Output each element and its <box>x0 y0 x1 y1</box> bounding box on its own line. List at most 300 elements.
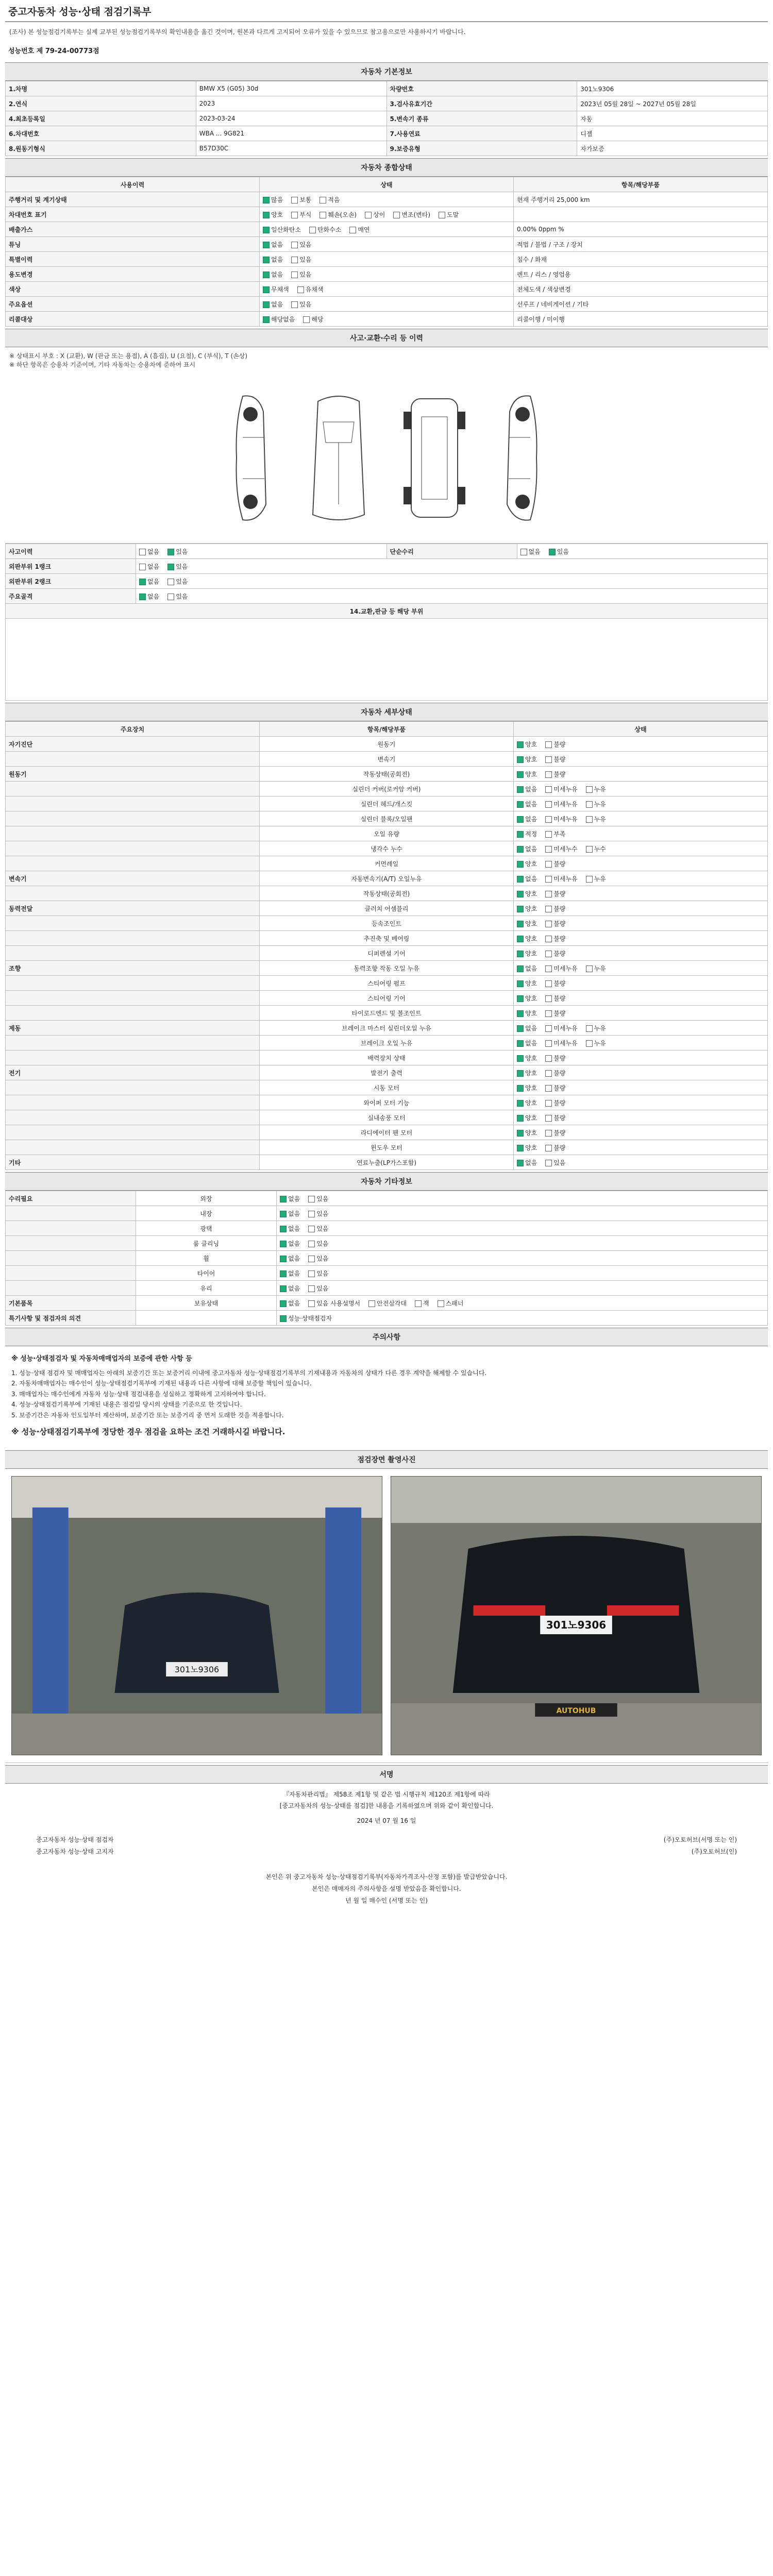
option <box>280 1225 300 1232</box>
status-label: 차대번호 표기 <box>6 207 260 222</box>
option <box>415 1300 429 1307</box>
item-state <box>514 976 768 991</box>
table-row <box>6 1206 768 1221</box>
option-label: 있음 <box>316 1240 329 1247</box>
option-label: 불량 <box>553 740 566 748</box>
item-state <box>514 1050 768 1065</box>
option <box>291 196 311 204</box>
category-label <box>6 1281 136 1296</box>
option <box>586 965 606 972</box>
device-label <box>6 1110 260 1125</box>
option <box>545 965 577 972</box>
option <box>517 995 537 1002</box>
checkbox-icon <box>586 965 593 972</box>
checkbox-checked-icon <box>167 564 174 570</box>
signature-block <box>5 1784 768 1835</box>
option-label: 없음 <box>288 1284 300 1292</box>
option-label: 안전삼각대 <box>377 1299 407 1307</box>
checkbox-checked-icon <box>549 549 556 555</box>
column-header: 상태 <box>514 722 768 737</box>
checkbox-icon <box>520 549 527 555</box>
item-label: 룸 클리닝 <box>136 1236 277 1251</box>
status-label: 배출가스 <box>6 222 260 237</box>
option <box>517 920 537 927</box>
table-header <box>6 722 768 737</box>
option-label: 불량 <box>553 1129 566 1137</box>
table-row <box>6 782 768 796</box>
option-label: 양호 <box>525 1114 537 1122</box>
car-diagram <box>5 373 768 544</box>
status-label: 주행거리 및 계기상태 <box>6 192 260 207</box>
item-state <box>514 916 768 931</box>
item-label: 휠 <box>136 1251 277 1266</box>
device-label <box>6 782 260 796</box>
brand-mat-text: AUTOHUB <box>556 1706 596 1715</box>
field-label: 9.보증유형 <box>386 141 577 156</box>
category-label <box>6 1236 136 1251</box>
option-label: 양호 <box>525 1084 537 1092</box>
option <box>308 1300 360 1307</box>
item-label: 유리 <box>136 1281 277 1296</box>
device-label <box>6 841 260 856</box>
option <box>517 980 537 987</box>
option <box>586 845 606 853</box>
table-row <box>6 96 768 111</box>
checkbox-checked-icon <box>263 257 270 263</box>
item-state <box>514 871 768 886</box>
checkbox-checked-icon <box>139 594 146 600</box>
table-row <box>6 252 768 267</box>
checkbox-icon <box>545 936 552 942</box>
option-label: 양호 <box>525 935 537 942</box>
notifier-label: 중고자동차 성능·상태 고지자 <box>36 1848 114 1855</box>
checkbox-icon <box>545 1055 552 1062</box>
table-row <box>6 192 768 207</box>
checkbox-icon <box>545 816 552 823</box>
option-label: 미세누유 <box>553 875 578 883</box>
checkbox-checked-icon <box>517 816 524 823</box>
option-label: 없음 <box>525 1024 537 1032</box>
option <box>309 226 341 233</box>
item-state <box>514 1095 768 1110</box>
option-label: 있음 <box>316 1225 329 1232</box>
table-row <box>6 282 768 297</box>
item-label: 시동 모터 <box>260 1080 514 1095</box>
option <box>545 786 577 793</box>
checkbox-icon <box>545 1115 552 1122</box>
option-label: 유채색 <box>305 285 324 293</box>
checkbox-checked-icon <box>517 756 524 763</box>
table-row <box>6 1080 768 1095</box>
table-row <box>6 901 768 916</box>
option <box>517 1040 537 1047</box>
option-label: 적정 <box>525 830 537 838</box>
item-state <box>277 1296 768 1311</box>
option <box>545 756 565 763</box>
item-state <box>514 1110 768 1125</box>
option-label: 누유 <box>594 815 606 823</box>
item-state <box>514 1036 768 1050</box>
checkbox-checked-icon <box>517 786 524 793</box>
checkbox-checked-icon <box>517 1115 524 1122</box>
checkbox-checked-icon <box>139 579 146 585</box>
option <box>263 316 295 323</box>
checkbox-icon <box>545 1145 552 1151</box>
option <box>517 860 537 868</box>
option <box>291 271 311 278</box>
category-label: 기본품목 <box>6 1296 136 1311</box>
signature-line2: [중고자동차의 성능·상태를 점검]한 내용을 기록하였으며 위와 같이 확인합니다. <box>279 1802 494 1810</box>
damage-legend-line2: ※ 하단 항목은 승용차 기준이며, 기타 자동차는 승용차에 준하여 표시 <box>9 361 196 368</box>
option-label: 변조(변타) <box>401 211 431 218</box>
performance-number-value: 79-24-00773점 <box>45 47 99 55</box>
option-label: 불량 <box>553 1009 566 1017</box>
option <box>365 211 385 218</box>
item-label: 와이퍼 모터 기능 <box>260 1095 514 1110</box>
checkbox-checked-icon <box>517 965 524 972</box>
device-label <box>6 752 260 767</box>
rank1-label: 외판부위 1랭크 <box>6 559 136 574</box>
item-state <box>514 811 768 826</box>
option-label: 불량 <box>553 994 566 1002</box>
checkbox-checked-icon <box>517 741 524 748</box>
checkbox-checked-icon <box>517 831 524 838</box>
option-label: 해당없음 <box>271 315 295 323</box>
option <box>586 875 606 883</box>
device-label <box>6 796 260 811</box>
checkbox-icon <box>393 212 400 218</box>
checkbox-checked-icon <box>517 891 524 897</box>
table-row <box>6 312 768 327</box>
option-label: 없음 <box>288 1255 300 1262</box>
table-row <box>6 841 768 856</box>
item-state <box>514 931 768 946</box>
field-value: 2023년 05월 28일 ~ 2027년 05월 28일 <box>577 96 768 111</box>
option-label: 양호 <box>525 770 537 778</box>
option <box>517 1025 537 1032</box>
checkbox-checked-icon <box>280 1270 287 1277</box>
option-label: 없음 <box>525 875 537 883</box>
option <box>263 286 289 293</box>
table-row <box>6 1006 768 1021</box>
item-state <box>277 1206 768 1221</box>
option <box>517 950 537 957</box>
option <box>517 1055 537 1062</box>
checkbox-checked-icon <box>280 1196 287 1202</box>
status-options <box>260 282 514 297</box>
option-label: 없음 <box>525 800 537 808</box>
checkbox-icon <box>545 771 552 778</box>
checkbox-checked-icon <box>263 286 270 293</box>
table-row <box>6 1155 768 1170</box>
field-value: WBA ... 9G821 <box>196 126 386 141</box>
option-label: 불량 <box>553 905 566 912</box>
option-label: 양호 <box>525 979 537 987</box>
overall-status-section-title: 자동차 종합상태 <box>5 158 768 177</box>
checkbox-checked-icon <box>517 771 524 778</box>
checkbox-checked-icon <box>280 1285 287 1292</box>
checkbox-checked-icon <box>263 242 270 248</box>
category-label: 특기사항 및 점검자의 의견 <box>6 1311 136 1326</box>
checkbox-icon <box>309 227 316 233</box>
device-label: 변속기 <box>6 871 260 886</box>
checkbox-checked-icon <box>517 1160 524 1166</box>
option <box>308 1195 328 1202</box>
option-label: 없음 <box>147 578 160 585</box>
checkbox-checked-icon <box>517 876 524 883</box>
option <box>545 1055 565 1062</box>
detail-table <box>5 721 768 1170</box>
device-label <box>6 931 260 946</box>
table-row <box>6 931 768 946</box>
item-label: 타이로드엔드 및 볼조인트 <box>260 1006 514 1021</box>
buyer-line1: 본인은 위 중고자동차 성능·상태점검기록부(자동차가격조사·산정 포함)를 발급받았습니다. <box>265 1873 508 1880</box>
checkbox-icon <box>320 197 326 204</box>
item-label: 클러치 어셈블리 <box>260 901 514 916</box>
checkbox-icon <box>308 1270 315 1277</box>
option <box>291 256 311 263</box>
option-label: 없음 <box>288 1195 300 1202</box>
option <box>517 801 537 808</box>
device-label: 기타 <box>6 1155 260 1170</box>
item-label: 외장 <box>136 1191 277 1206</box>
table-row <box>6 811 768 826</box>
field-label: 7.사용연료 <box>386 126 577 141</box>
option <box>545 831 565 838</box>
notes-section-title: 주의사항 <box>5 1328 768 1346</box>
option <box>291 211 311 218</box>
option <box>280 1315 332 1322</box>
device-label <box>6 1080 260 1095</box>
checkbox-icon <box>545 1025 552 1032</box>
option <box>545 935 565 942</box>
notes-item: 4. 성능·상태점검기록부에 기재된 내용은 점검일 당시의 상태를 기준으로 한 것입니다. <box>11 1401 242 1409</box>
option-label: 양호 <box>525 1099 537 1107</box>
option <box>545 875 577 883</box>
rear-plate-text: 301노9306 <box>546 1618 607 1631</box>
column-header: 주요장치 <box>6 722 260 737</box>
option-label: 없음 <box>271 256 283 263</box>
item-state <box>514 856 768 871</box>
item-label: 커먼레일 <box>260 856 514 871</box>
option-label: 미세누유 <box>553 964 578 972</box>
detail-section-title: 자동차 세부상태 <box>5 703 768 721</box>
option-label: 도말 <box>447 211 459 218</box>
option <box>517 771 537 778</box>
checkbox-checked-icon <box>517 1010 524 1017</box>
option <box>368 1300 407 1307</box>
checkbox-icon <box>545 861 552 868</box>
option <box>545 950 565 957</box>
simple-repair-label: 단순수리 <box>386 544 517 559</box>
table-row <box>6 1036 768 1050</box>
item-label: 배력장치 상태 <box>260 1050 514 1065</box>
item-label: 디퍼렌셜 기어 <box>260 946 514 961</box>
option-label: 없음 <box>147 563 160 570</box>
table-row <box>6 237 768 252</box>
signature-row <box>5 1847 768 1856</box>
option-label: 탄화수소 <box>317 226 342 233</box>
frame-label: 주요골격 <box>6 589 136 604</box>
option <box>545 1114 565 1122</box>
option <box>517 816 537 823</box>
item-label: 브레이크 마스터 실린더오일 누유 <box>260 1021 514 1036</box>
status-detail: 0.00% 0ppm % <box>514 222 768 237</box>
option-label: 없음 <box>528 548 541 555</box>
device-label <box>6 916 260 931</box>
option <box>439 211 459 218</box>
checkbox-icon <box>308 1256 315 1262</box>
field-label: 6.차대번호 <box>6 126 196 141</box>
item-label: 추진축 및 베어링 <box>260 931 514 946</box>
option <box>263 301 283 308</box>
field-value: 디젤 <box>577 126 768 141</box>
status-detail <box>514 207 768 222</box>
checkbox-icon <box>545 980 552 987</box>
device-label <box>6 886 260 901</box>
table-row <box>6 961 768 976</box>
option-label: 없음 <box>288 1240 300 1247</box>
option-label: 없음 <box>525 845 537 853</box>
option <box>308 1210 328 1217</box>
checkbox-checked-icon <box>517 906 524 912</box>
option-label: 미세누유 <box>553 1024 578 1032</box>
checkbox-icon <box>586 846 593 853</box>
status-detail: 선루프 / 네비게이션 / 기타 <box>514 297 768 312</box>
field-label: 8.원동기형식 <box>6 141 196 156</box>
inspector-sign: (주)오토허브(서명 또는 인) <box>663 1836 737 1843</box>
checkbox-icon <box>291 242 298 248</box>
option-label: 누유 <box>594 800 606 808</box>
device-label <box>6 946 260 961</box>
item-state <box>514 991 768 1006</box>
checkbox-checked-icon <box>280 1256 287 1262</box>
item-label: 원동기 <box>260 737 514 752</box>
option-label: 불량 <box>553 770 566 778</box>
accident-label: 사고이력 <box>6 544 136 559</box>
field-value: 2023-03-24 <box>196 111 386 126</box>
checkbox-icon <box>545 1100 552 1107</box>
front-photo-image <box>11 1476 382 1755</box>
status-label: 색상 <box>6 282 260 297</box>
checkbox-icon <box>308 1285 315 1292</box>
option <box>280 1210 300 1217</box>
field-label: 2.연식 <box>6 96 196 111</box>
option-label: 불량 <box>553 1114 566 1122</box>
option <box>517 1010 537 1017</box>
status-detail: 적법 / 불법 / 구조 / 장치 <box>514 237 768 252</box>
option <box>280 1240 300 1247</box>
option <box>545 1129 565 1137</box>
item-state <box>514 826 768 841</box>
checkbox-icon <box>545 965 552 972</box>
checkbox-checked-icon <box>517 1040 524 1047</box>
checkbox-checked-icon <box>517 995 524 1002</box>
option <box>517 935 537 942</box>
option-label: 없음 <box>525 815 537 823</box>
table-row <box>6 1281 768 1296</box>
checkbox-icon <box>545 1160 552 1166</box>
status-detail: 침수 / 화재 <box>514 252 768 267</box>
performance-number <box>5 41 768 60</box>
option <box>308 1225 328 1232</box>
checkbox-checked-icon <box>263 272 270 278</box>
checkbox-icon <box>545 1010 552 1017</box>
basic-info-table <box>5 81 768 156</box>
status-options <box>260 252 514 267</box>
item-state <box>514 961 768 976</box>
table-row <box>6 1110 768 1125</box>
notifier-sign: (주)오토허브(인) <box>691 1848 737 1855</box>
option <box>517 756 537 763</box>
option-label: 스패너 <box>445 1299 464 1307</box>
option <box>545 890 565 897</box>
field-value: BMW X5 (G05) 30d <box>196 81 386 96</box>
field-label: 5.변속기 종류 <box>386 111 577 126</box>
option <box>517 786 537 793</box>
table-row <box>6 976 768 991</box>
checkbox-icon <box>291 272 298 278</box>
table-row <box>6 1221 768 1236</box>
field-label: 3.검사유효기간 <box>386 96 577 111</box>
category-label: 수리필요 <box>6 1191 136 1206</box>
option-label: 누유 <box>594 875 606 883</box>
option <box>349 226 369 233</box>
option <box>280 1300 300 1307</box>
table-row <box>6 991 768 1006</box>
checkbox-icon <box>291 212 298 218</box>
checkbox-icon <box>297 286 304 293</box>
basic-info-section-title: 자동차 기본정보 <box>5 62 768 81</box>
buyer-line2: 본인은 매매자의 주의사항을 설명 받았음을 확인합니다. <box>312 1885 461 1892</box>
status-label: 주요옵션 <box>6 297 260 312</box>
option-label: 누유 <box>594 1024 606 1032</box>
option <box>263 211 283 218</box>
checkbox-checked-icon <box>517 1025 524 1032</box>
column-header: 항목/해당부품 <box>260 722 514 737</box>
item-state <box>277 1221 768 1236</box>
table-row <box>6 267 768 282</box>
checkbox-icon <box>308 1211 315 1217</box>
checkbox-icon <box>545 921 552 927</box>
option-label: 미세누유 <box>553 815 578 823</box>
signature-line1: 『자동차관리법』 제58조 제1항 및 같은 법 시행규칙 제120조 제1항에 따라 <box>283 1790 490 1798</box>
option-label: 있음 <box>299 241 312 248</box>
option <box>517 905 537 912</box>
item-state <box>514 1065 768 1080</box>
option-label: 해당 <box>311 315 324 323</box>
table-row <box>6 1140 768 1155</box>
checkbox-icon <box>439 212 445 218</box>
option-label: 양호 <box>271 211 283 218</box>
checkbox-icon <box>545 1040 552 1047</box>
status-options <box>260 192 514 207</box>
option <box>517 1159 537 1166</box>
table-row <box>6 946 768 961</box>
option-label: 불량 <box>553 950 566 957</box>
status-detail: 현재 주행거리 25,000 km <box>514 192 768 207</box>
option-label: 누유 <box>594 785 606 793</box>
option <box>297 286 324 293</box>
notes <box>5 1346 768 1448</box>
checkbox-icon <box>308 1196 315 1202</box>
option <box>280 1195 300 1202</box>
item-label: 실내송풍 모터 <box>260 1110 514 1125</box>
checkbox-icon <box>291 257 298 263</box>
option-label: 양호 <box>525 740 537 748</box>
option <box>320 196 340 204</box>
option <box>586 786 606 793</box>
